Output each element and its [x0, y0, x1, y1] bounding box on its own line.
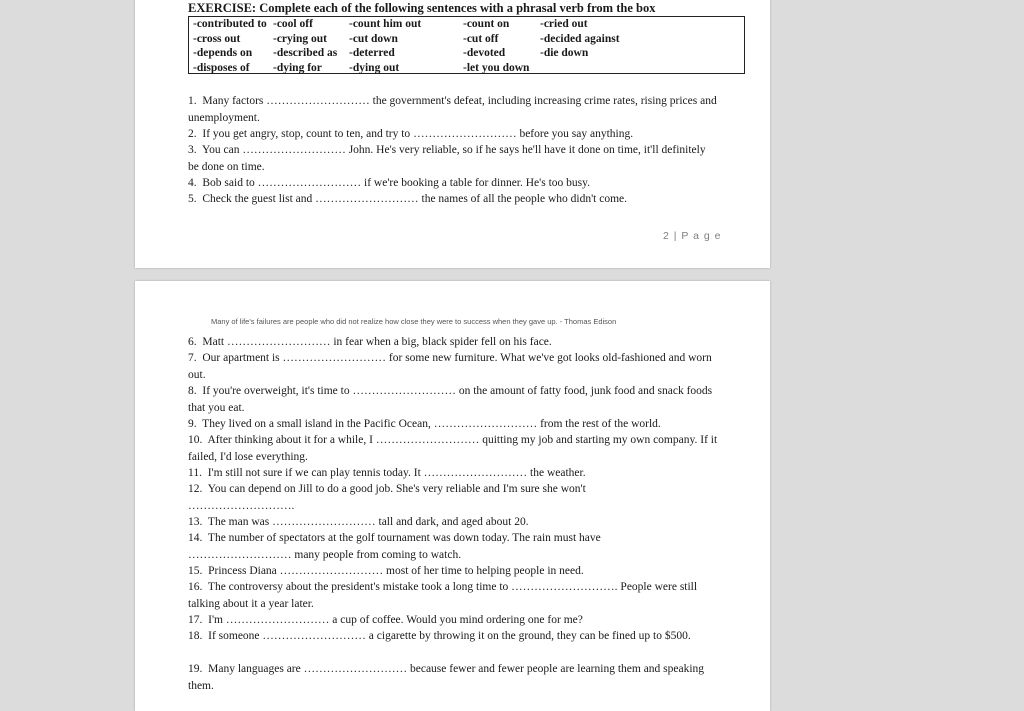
answer-blank[interactable]: ………………………: [413, 128, 517, 140]
word-cell: -die down: [540, 47, 589, 60]
answer-blank[interactable]: ………………………: [257, 177, 362, 189]
word-cell: -cool off: [273, 18, 313, 31]
answer-blank[interactable]: ………………………: [279, 565, 384, 577]
answer-blank[interactable]: ………………………: [188, 548, 292, 561]
answer-blank[interactable]: ………………………: [352, 385, 456, 397]
word-cell: -dying for: [273, 61, 322, 74]
question: 11. I'm still not sure if we can play tennis today. It ……………………… the weather.: [188, 467, 586, 479]
word-cell: -dying out: [349, 61, 400, 74]
word-row: [193, 17, 660, 32]
question: 6. Matt ……………………… in fear when a big, black spider fell on his face.: [188, 336, 552, 348]
word-cell: -contributed to: [193, 18, 267, 31]
document-page-1: [135, 0, 770, 268]
question: 18. If someone ……………………… a cigarette by throwing it on the ground, they can be fined up to $500.: [188, 630, 691, 642]
question: 3. You can ……………………… John. He's very reliable, so if he says he'll have it done on time, it'll definitely be done on time.: [188, 144, 706, 173]
question: 15. Princess Diana ……………………… most of her time to helping people in need.: [188, 565, 584, 577]
word-cell: -cross out: [193, 32, 241, 45]
exercise-title: EXERCISE: Complete each of the following sentences with a phrasal verb from the box: [188, 1, 656, 15]
question: 5. Check the guest list and ……………………… the names of all the people who didn't come.: [188, 193, 628, 205]
phrasal-verb-box: [188, 16, 745, 74]
word-table: [193, 17, 660, 75]
answer-blank[interactable]: ………………………: [315, 193, 419, 205]
word-cell: -let you down: [463, 61, 530, 74]
answer-blank[interactable]: ………………………: [226, 336, 331, 348]
word-cell: -count on: [463, 18, 510, 31]
header-quote: Many of life's failures are people who did not realize how close they were to success when they gave up. - Thomas Edison: [211, 317, 617, 326]
answer-blank[interactable]: ………………………: [266, 95, 370, 107]
question: 8. If you're overweight, it's time to ……………………… on the amount of fatty food, junk food and snack foods that you eat.: [188, 385, 713, 414]
question: 10. After thinking about it for a while, I ……………………… quitting my job and starting my own company. If it failed, I'd lose everything.: [188, 434, 718, 463]
answer-blank[interactable]: ………………………: [375, 434, 480, 446]
document-page-2: [135, 281, 770, 711]
question: 12. You can depend on Jill to do a good job. She's very reliable and I'm sure she won't ……………………….: [188, 483, 586, 512]
question: 14. The number of spectators at the golf tournament was down today. The rain must have ……………………… many people from coming to watch.: [188, 532, 601, 561]
word-row: [193, 46, 660, 61]
answer-blank[interactable]: ………………………: [188, 499, 292, 512]
word-cell: -disposes of: [193, 61, 250, 74]
word-cell: [540, 61, 660, 76]
word-cell: -count him out: [349, 18, 422, 31]
word-cell: -cut off: [463, 32, 499, 45]
word-cell: -devoted: [463, 47, 506, 60]
word-cell: -decided against: [540, 32, 620, 45]
word-cell: -deterred: [349, 47, 395, 60]
word-row: [193, 61, 660, 76]
question: 2. If you get angry, stop, count to ten, and try to ……………………… before you say anything.: [188, 128, 634, 140]
word-row: [193, 32, 660, 47]
page-number-footer: 2 | P a g e: [663, 230, 722, 242]
answer-blank[interactable]: ………………………: [303, 663, 408, 675]
question: 19. Many languages are ……………………… because fewer and fewer people are learning them and speaking them.: [188, 663, 705, 692]
answer-blank[interactable]: ………………………: [282, 352, 387, 364]
answer-blank[interactable]: ………………………: [511, 581, 615, 593]
question: 7. Our apartment is ……………………… for some new furniture. What we've got looks old-fashioned and worn out.: [188, 352, 712, 381]
word-cell: -crying out: [273, 32, 327, 45]
question: 13. The man was ……………………… tall and dark, and aged about 20.: [188, 516, 529, 528]
word-cell: -cried out: [540, 18, 588, 31]
answer-blank[interactable]: ………………………: [433, 418, 538, 430]
answer-blank[interactable]: ………………………: [272, 516, 376, 528]
word-cell: -cut down: [349, 32, 398, 45]
answer-blank[interactable]: ………………………: [423, 467, 528, 479]
answer-blank[interactable]: ………………………: [242, 144, 346, 156]
word-cell: -described as: [273, 47, 338, 60]
answer-blank[interactable]: ………………………: [225, 614, 330, 626]
answer-blank[interactable]: ………………………: [262, 630, 366, 642]
word-cell: -depends on: [193, 47, 253, 60]
question: 9. They lived on a small island in the Pacific Ocean, ……………………… from the rest of the world.: [188, 418, 661, 430]
question: 16. The controversy about the president's mistake took a long time to ………………………. People were still talking about it a year later.: [188, 581, 698, 610]
question: 17. I'm ……………………… a cup of coffee. Would you mind ordering one for me?: [188, 614, 583, 626]
question: 4. Bob said to ……………………… if we're booking a table for dinner. He's too busy.: [188, 177, 591, 189]
question: 1. Many factors ……………………… the government's defeat, including increasing crime rates, rising prices and unemployment.: [188, 95, 717, 124]
